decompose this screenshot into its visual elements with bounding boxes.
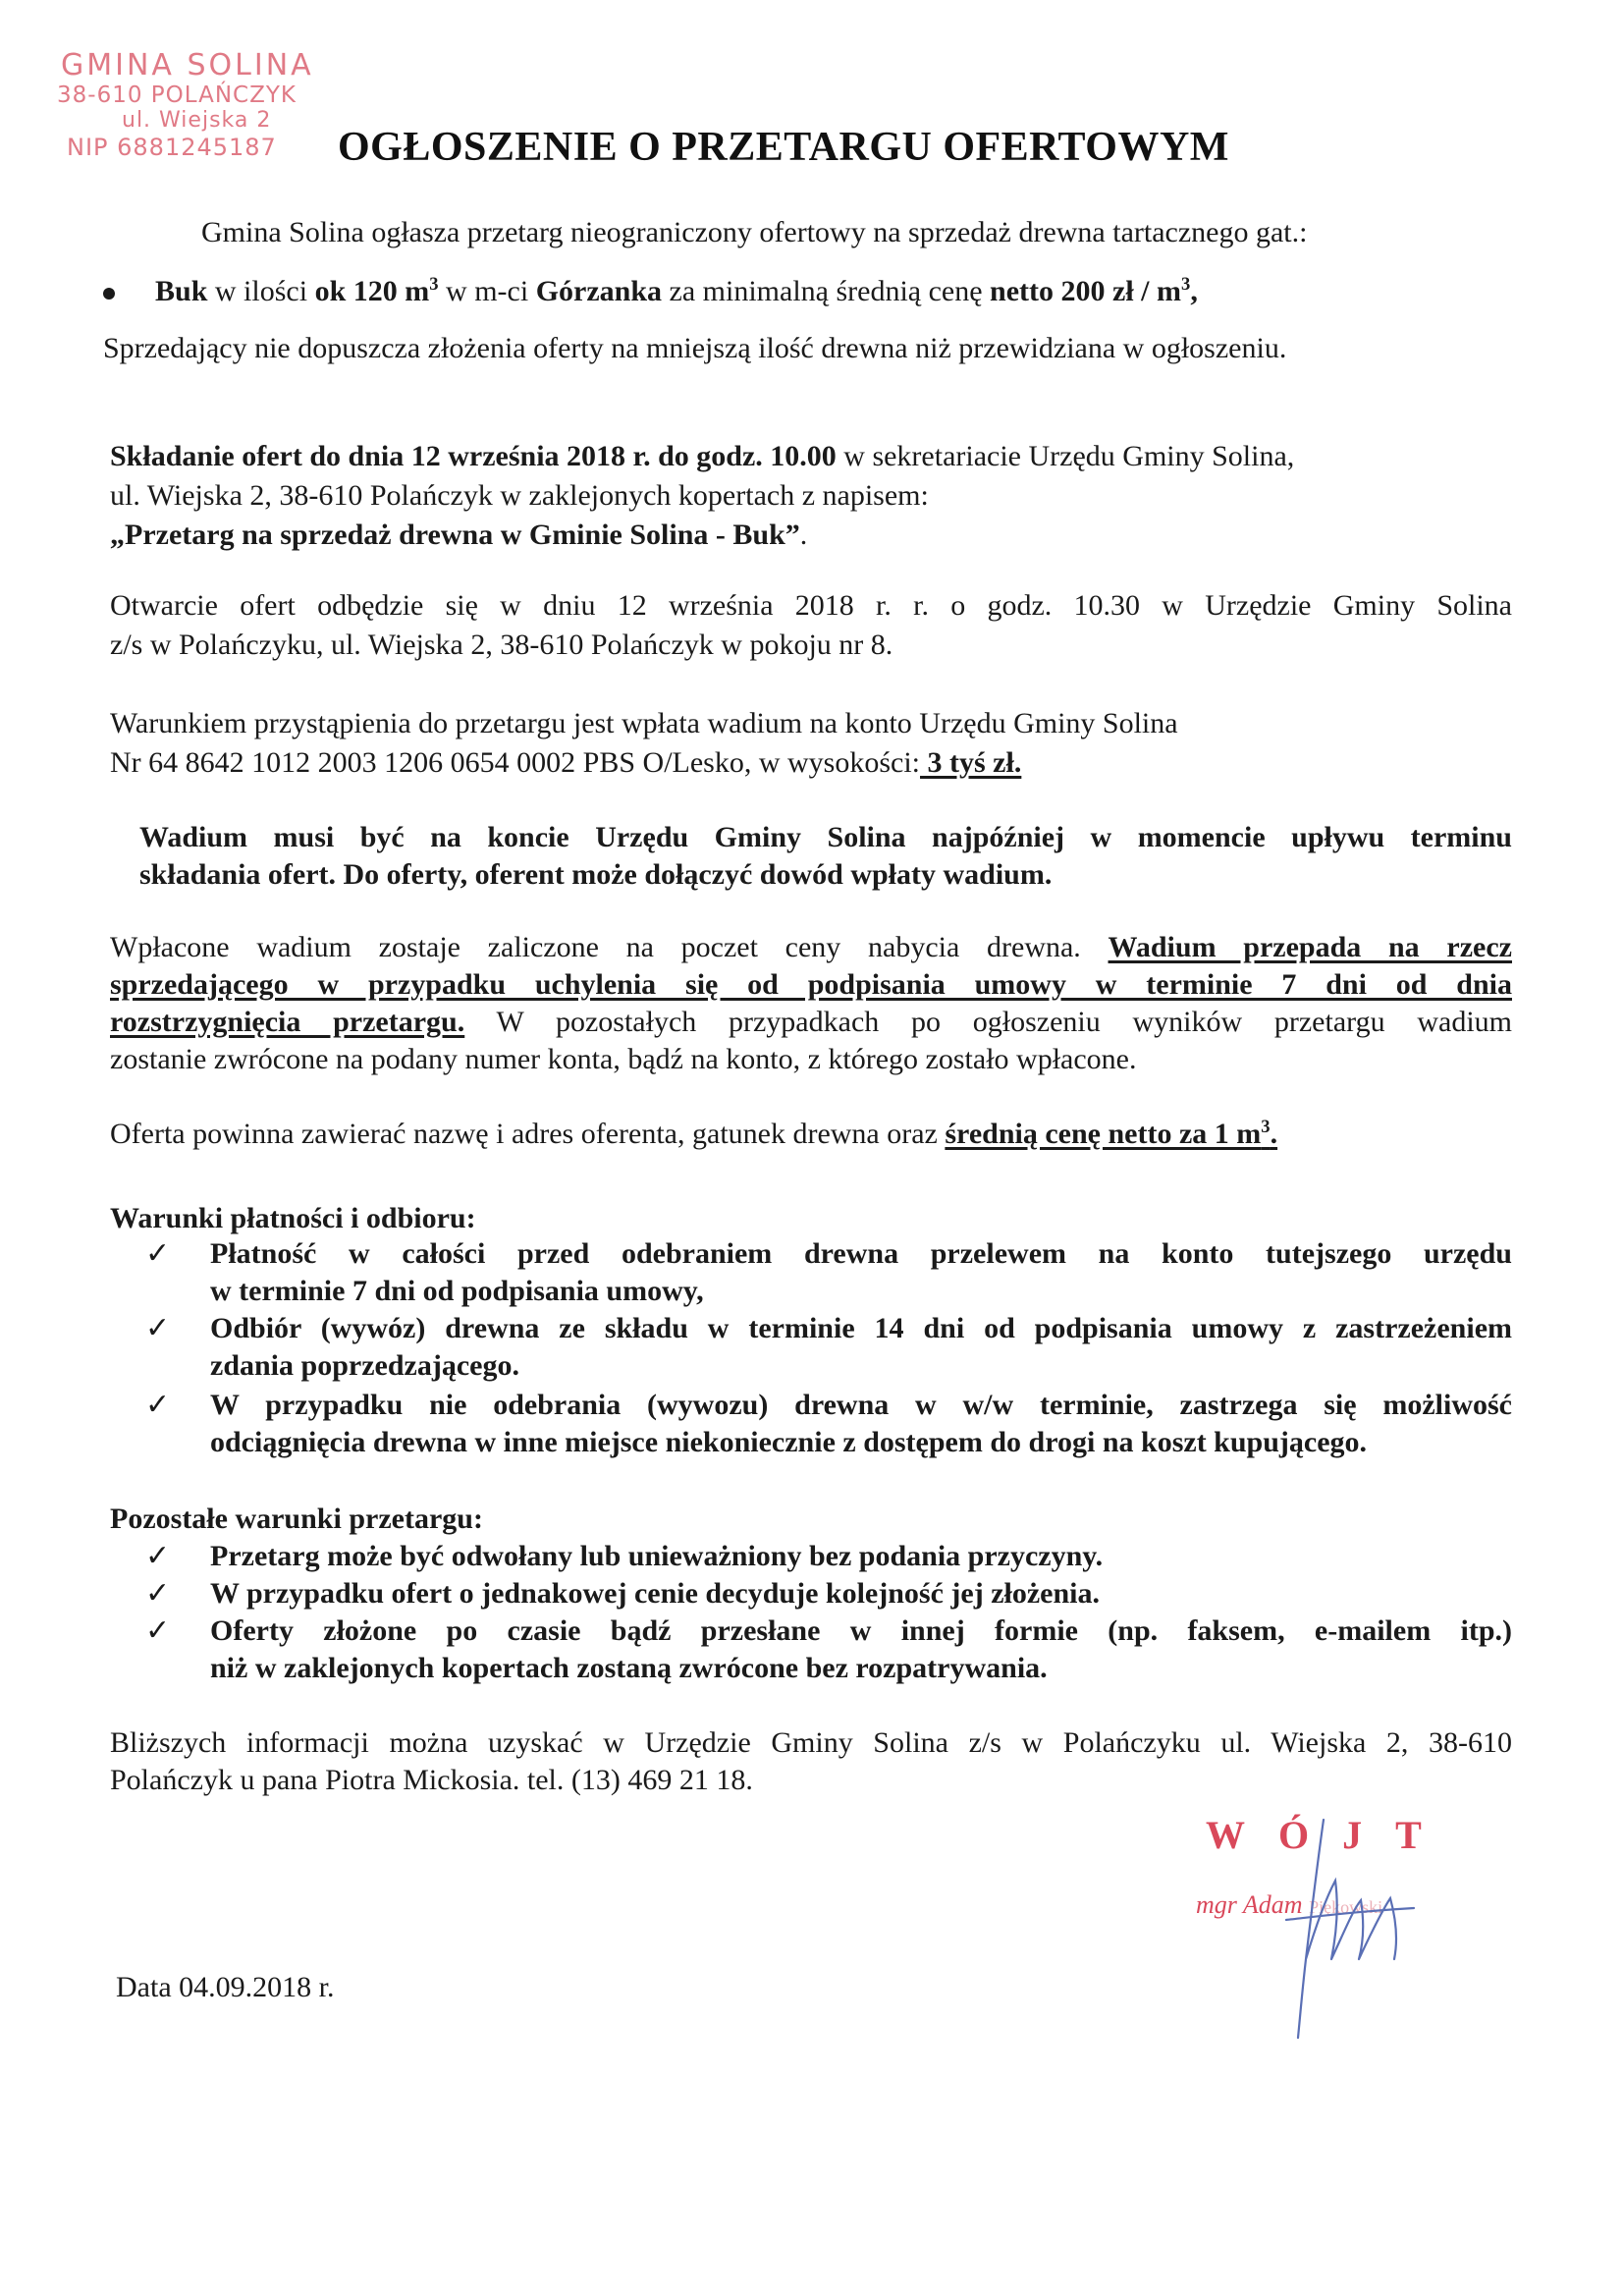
submission-deadline: Składanie ofert do dnia 12 września 2018 r. do godz. 10.00 — [110, 440, 837, 472]
item-price: netto 200 zł / $m^3$ — [990, 274, 1191, 307]
payment-heading: Warunki płatności i odbioru: — [110, 1202, 476, 1234]
item-text-2: w m-ci — [438, 275, 536, 307]
document-title: OGŁOSZENIE O PRZETARGU OFERTOWYM — [338, 125, 1229, 170]
handwritten-signature — [1267, 1802, 1434, 2048]
payment-item-2-line-2: zdania poprzedzającego. — [210, 1349, 519, 1382]
other-item-1: Przetarg może być odwołany lub unieważniony bez podania przyczyny. — [210, 1540, 1104, 1572]
payment-item-2-line-1: Odbiór (wywóz) drewna ze składu w terminie 14 dni od podpisania umowy z zastrzeżeniem — [210, 1312, 1512, 1344]
item-text-3: za minimalną średnią cenę — [662, 275, 991, 307]
intro-text: Gmina Solina ogłasza przetarg nieograniczony ofertowy na sprzedaż drewna tartacznego gat.: — [201, 216, 1308, 248]
other-item-2: W przypadku ofert o jednakowej cenie decyduje kolejność jej złożenia. — [210, 1577, 1101, 1610]
deposit-amount: 3 tyś zł. — [920, 746, 1022, 779]
deposit-bold-line-2: składania ofert. Do oferty, oferent może dołączyć dowód wpłaty wadium. — [139, 858, 1053, 891]
signature-title: WÓJT — [1206, 1813, 1455, 1857]
stamp-line-2: 38-610 POLAŃCZYK — [57, 82, 297, 108]
offer-price-requirement: średnią cenę netto za 1 $m^3$. — [945, 1117, 1278, 1150]
offer-content: Oferta powinna zawierać nazwę i adres oferenta, gatunek drewna oraz średnią cenę netto za 1 $m^3$. — [110, 1117, 1278, 1150]
check-icon: ✓ — [145, 1576, 171, 1611]
deposit-line-1: Warunkiem przystąpienia do przetargu jest wpłata wadium na konto Urzędu Gminy Solina — [110, 707, 1178, 739]
opening-line-2: z/s w Polańczyku, ul. Wiejska 2, 38-610 Polańczyk w pokoju nr 8. — [110, 629, 893, 661]
item-text-1: w ilości — [207, 275, 315, 307]
stamp-line-4: NIP 6881245187 — [67, 134, 277, 161]
payment-item-3-line-1: W przypadku nie odebrania (wywozu) drewna w w/w terminie, zastrzega się możliwość — [210, 1389, 1512, 1421]
contact-line-1: Bliższych informacji można uzyskać w Urzędzie Gminy Solina z/s w Polańczyku ul. Wiejska 2, 38-610 — [110, 1726, 1512, 1759]
payment-item-3-line-2: odciągnięcia drewna w inne miejsce niekoniecznie z dostępem do drogi na koszt kupującego. — [210, 1426, 1368, 1458]
item-line — [155, 273, 1198, 310]
item-text-4: , — [1190, 275, 1198, 307]
forfeit-line-4: zostanie zwrócone na podany numer konta, bądź na konto, z którego zostało wpłacone. — [110, 1043, 1137, 1075]
submission-line-2: ul. Wiejska 2, 38-610 Polańczyk w zaklejonych kopertach z napisem: — [110, 479, 929, 512]
envelope-label: „Przetarg na sprzedaż drewna w Gminie Solina - Buk” — [110, 519, 800, 551]
other-item-3-line-2: niż w zaklejonych kopertach zostaną zwrócone bez rozpatrywania. — [210, 1652, 1048, 1684]
forfeit-line-1: Wpłacone wadium zostaje zaliczone na poczet ceny nabycia drewna. Wadium przepada na rzecz — [110, 931, 1512, 963]
stamp-line-3: ul. Wiejska 2 — [122, 108, 272, 133]
check-icon: ✓ — [145, 1539, 171, 1573]
item-place: Górzanka — [535, 275, 663, 307]
check-icon: ✓ — [145, 1236, 171, 1271]
check-icon: ✓ — [145, 1311, 171, 1345]
payment-item-1-line-2: w terminie 7 dni od podpisania umowy, — [210, 1275, 704, 1307]
min-qty-note: Sprzedający nie dopuszcza złożenia oferty na mniejszą ilość drewna niż przewidziana w ogłoszeniu. — [103, 332, 1287, 364]
contact-line-2: Polańczyk u pana Piotra Mickosia. tel. (13) 469 21 18. — [110, 1764, 753, 1796]
submission-line-1 — [110, 438, 1294, 475]
check-icon: ✓ — [145, 1388, 171, 1422]
other-item-3-line-1: Oferty złożone po czasie bądź przesłane w innej formie (np. faksem, e-mailem itp.) — [210, 1614, 1512, 1647]
submission-line-3: „Przetarg na sprzedaż drewna w Gminie Solina - Buk”. — [110, 519, 808, 551]
signature-name: mgr Adam Piękowski — [1196, 1890, 1383, 1919]
other-heading: Pozostałe warunki przetargu: — [110, 1503, 483, 1535]
stamp-line-1: GMINA SOLINA — [61, 48, 314, 82]
submission-place: w sekretariacie Urzędu Gminy Solina, — [836, 440, 1295, 472]
payment-item-1-line-1: Płatność w całości przed odebraniem drewna przelewem na konto tutejszego urzędu — [210, 1237, 1512, 1270]
deposit-bold-line-1: Wadium musi być na koncie Urzędu Gminy Solina najpóźniej w momencie upływu terminu — [139, 821, 1512, 853]
opening-line-1: Otwarcie ofert odbędzie się w dniu 12 września 2018 r. r. o godz. 10.30 w Urzędzie Gminy Solina — [110, 589, 1512, 622]
check-icon: ✓ — [145, 1613, 171, 1648]
forfeit-line-2: sprzedającego w przypadku uchylenia się od podpisania umowy w terminie 7 dni od dnia — [110, 968, 1512, 1001]
item-species: Buk — [155, 275, 208, 307]
deposit-line-2: Nr 64 8642 1012 2003 1206 0654 0002 PBS O/Lesko, w wysokości: 3 tyś zł. — [110, 746, 1022, 779]
document-date: Data 04.09.2018 r. — [116, 1971, 335, 2003]
forfeit-line-3: rozstrzygnięcia przetargu. W pozostałych przypadkach po ogłoszeniu wyników przetargu wadium — [110, 1006, 1512, 1038]
item-quantity: ok 120 $m^3$ — [314, 274, 439, 307]
bullet-icon — [103, 288, 115, 300]
